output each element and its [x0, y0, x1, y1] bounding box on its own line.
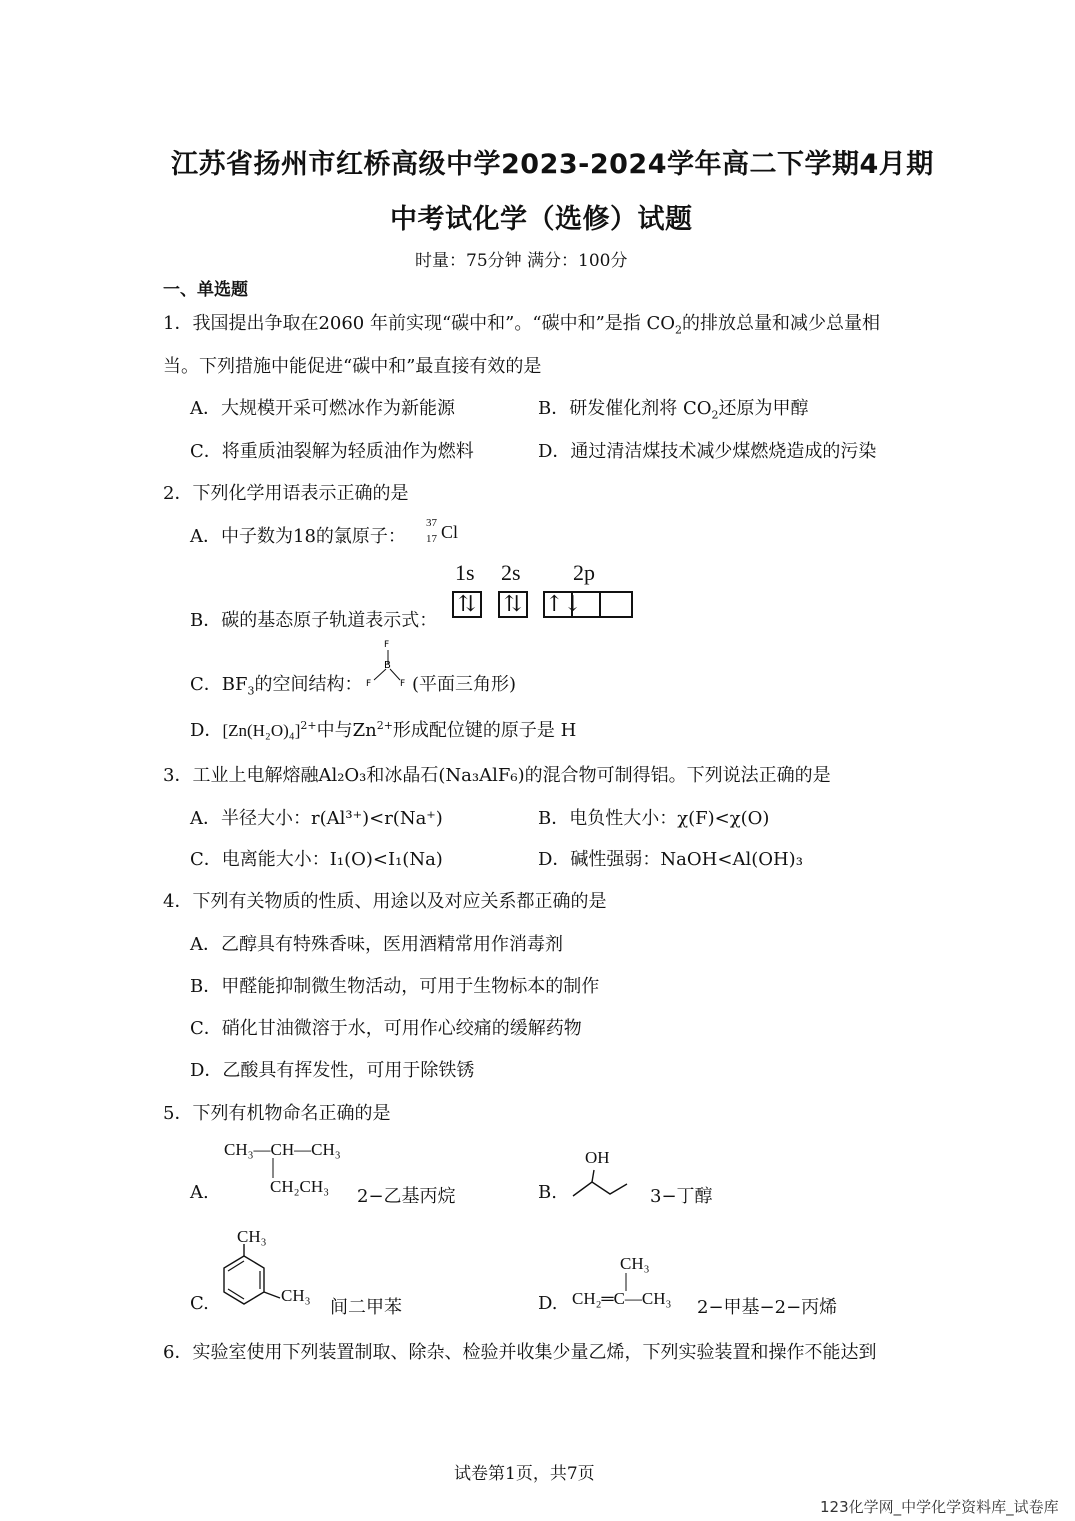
- q2-option-a: A．中子数为18的氯原子：: [190, 526, 406, 547]
- q5a-branch-bond: [268, 1158, 278, 1178]
- q4-option-c: C．硝化甘油微溶于水，可用作心绞痛的缓解药物: [190, 1018, 582, 1039]
- q1-option-c: C．将重质油裂解为轻质油作为燃料: [190, 441, 474, 462]
- q5b-skeleton: [570, 1168, 630, 1200]
- q3-option-d: D．碱性强弱：NaOH<Al(OH)₃: [538, 849, 803, 870]
- q5-option-d-name: 2−甲基−2−丙烯: [697, 1297, 838, 1318]
- q1-option-b: B．研发催化剂将 $CO_2$还原为甲醇: [538, 398, 809, 422]
- q5-option-b-label: B.: [538, 1182, 557, 1203]
- orbital-label-1s: 1s: [455, 560, 475, 585]
- q5d-main-chain: CH₂═C—CH₃: [572, 1289, 672, 1308]
- exam-info: 时量：75分钟 满分：100分: [415, 251, 628, 271]
- watermark: 123化学网_中学化学资料库_试卷库: [820, 1498, 1059, 1516]
- q5c-methyl-side: CH₃: [281, 1286, 311, 1305]
- q5-option-a-name: 2−乙基丙烷: [357, 1186, 456, 1207]
- q5-option-d-label: D.: [538, 1293, 558, 1314]
- q5-option-b-name: 3−丁醇: [650, 1186, 713, 1207]
- q2-stem: 2．下列化学用语表示正确的是: [163, 483, 409, 504]
- q5-option-c-label: C.: [190, 1293, 209, 1314]
- bf3-atom-f-right: F: [400, 679, 406, 688]
- q5a-branch: CH₂CH₃: [270, 1177, 330, 1196]
- q2-cl-mass-number: 37: [426, 517, 437, 529]
- q5a-main-chain: CH₃—CH—CH₃: [224, 1140, 341, 1159]
- orbital-box-2p-2: [571, 591, 601, 618]
- bf3-structure: [362, 636, 412, 688]
- doc-title-line2: 中考试化学（选修）试题: [390, 204, 693, 235]
- orbital-box-2p-1: ↑↓: [545, 592, 582, 617]
- bf3-atom-f-top: F: [384, 640, 390, 650]
- q5c-methyl-top: CH₃: [237, 1227, 267, 1246]
- q6-stem: 6．实验室使用下列装置制取、除杂、检验并收集少量乙烯，下列实验装置和操作不能达到: [163, 1342, 877, 1363]
- q4-option-b: B．甲醛能抑制微生物活动，可用于生物标本的制作: [190, 976, 600, 997]
- q5-option-c-name: 间二甲苯: [330, 1297, 402, 1318]
- q3-option-b: B．电负性大小：χ(F)<χ(O): [538, 808, 770, 829]
- q5d-methyl-top: CH₃: [620, 1254, 650, 1273]
- q5c-benzene-ring: [218, 1244, 288, 1310]
- q5-option-a-label: A.: [190, 1182, 209, 1203]
- q5b-hydroxyl: OH: [585, 1148, 610, 1167]
- doc-title-line1: 江苏省扬州市红桥高级中学2023-2024学年高二下学期4月期: [171, 149, 934, 180]
- bf3-atom-f-left: F: [366, 679, 372, 688]
- q3-stem: 3．工业上电解熔融Al₂O₃和冰晶石(Na₃AlF₆)的混合物可制得铝。下列说法正确的是: [163, 765, 831, 786]
- q4-option-a: A．乙醇具有特殊香味，医用酒精常用作消毒剂: [190, 934, 563, 955]
- q1-stem-line1: 1．我国提出争取在2060 年前实现“碳中和”。“碳中和”是指 $CO_2$的排放总量和减少总量相: [163, 313, 881, 337]
- q2-cl-atomic-number: 17: [426, 533, 437, 545]
- orbital-box-1s: ⇅: [452, 591, 482, 618]
- q2-option-d: D．$[Zn(H_2O)_4]^{2+}$中与$Zn^{2+}$形成配位键的原子是 H: [190, 719, 577, 741]
- orbital-box-2p-3: [599, 591, 633, 618]
- q4-stem: 4．下列有关物质的性质、用途以及对应关系都正确的是: [163, 891, 607, 912]
- orbital-box-2s: ⇅: [498, 591, 528, 618]
- q5-stem: 5．下列有机物命名正确的是: [163, 1103, 391, 1124]
- q2-option-c: C．$BF_3$的空间结构：: [190, 674, 363, 698]
- q3-option-c: C．电离能大小：I₁(O)<I₁(Na): [190, 849, 443, 870]
- q1-option-a: A．大规模开采可燃冰作为新能源: [190, 398, 455, 419]
- section-heading: 一、单选题: [163, 280, 248, 300]
- q2-cl-symbol: Cl: [441, 522, 459, 542]
- orbital-label-2p: 2p: [573, 560, 595, 585]
- q2-option-b: B．碳的基态原子轨道表示式：: [190, 610, 438, 631]
- q3-option-a: A．半径大小：r(Al³⁺)<r(Na⁺): [190, 808, 443, 829]
- q1-option-d: D．通过清洁煤技术减少煤燃烧造成的污染: [538, 441, 877, 462]
- page-footer: 试卷第1页，共7页: [454, 1464, 595, 1484]
- bf3-atom-b: B: [384, 660, 391, 671]
- q4-option-d: D．乙酸具有挥发性，可用于除铁锈: [190, 1060, 475, 1081]
- q2-option-c-shape: (平面三角形): [412, 674, 517, 695]
- q1-stem-line2: 当。下列措施中能促进“碳中和”最直接有效的是: [163, 356, 542, 377]
- orbital-label-2s: 2s: [501, 560, 521, 585]
